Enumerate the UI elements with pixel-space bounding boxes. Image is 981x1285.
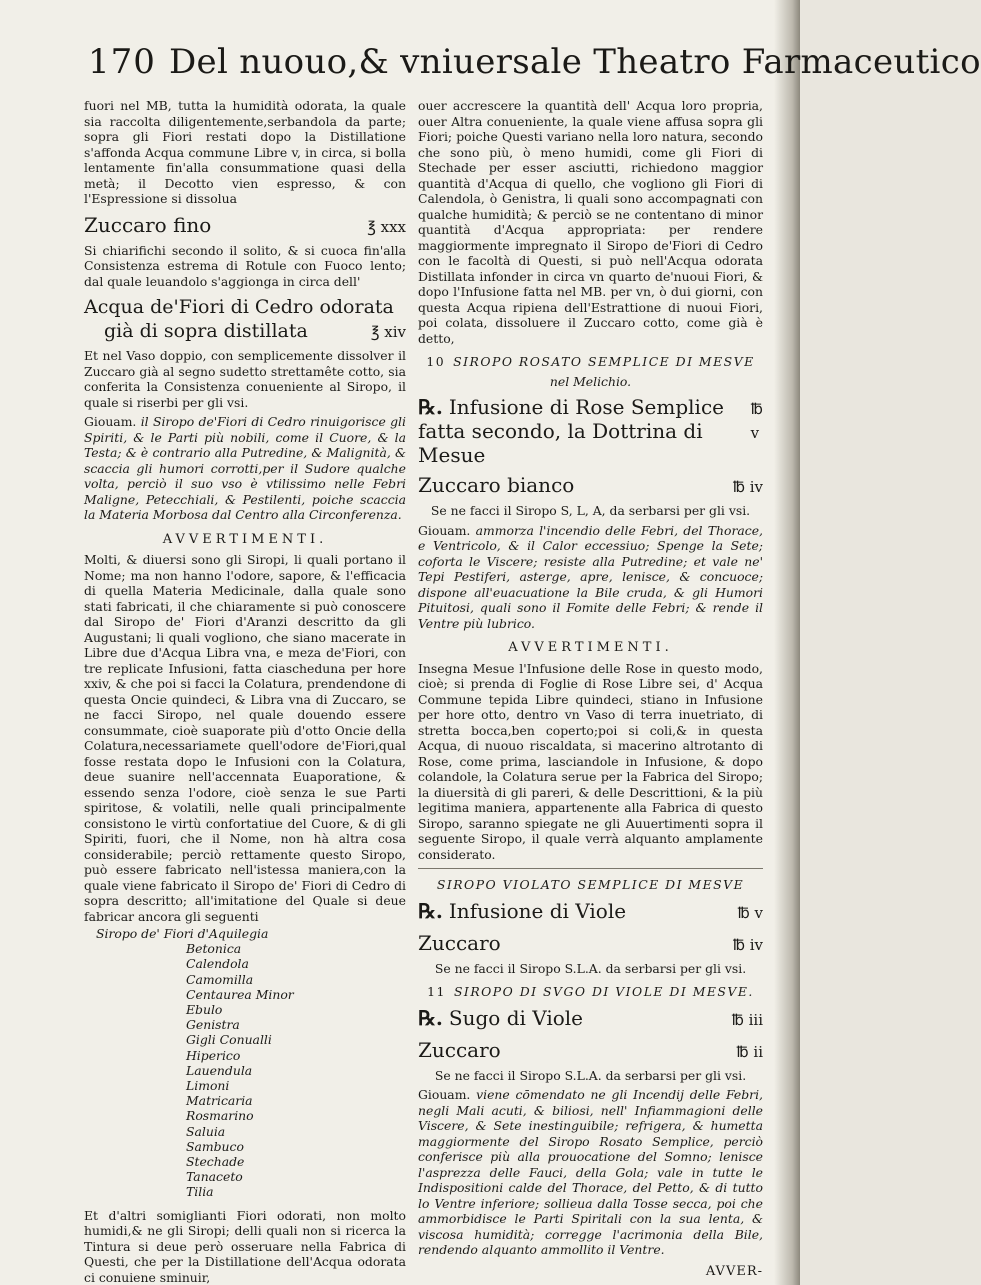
list-item: Stechade bbox=[186, 1154, 245, 1170]
ingredient-name: già di sopra distillata bbox=[104, 320, 308, 342]
page-header bbox=[88, 42, 981, 94]
ingredient-amount: ℔ v bbox=[737, 903, 763, 922]
giouam-label: Giouam. bbox=[84, 414, 137, 429]
list-item: Limoni bbox=[186, 1078, 230, 1094]
list-item: Saluia bbox=[186, 1123, 226, 1139]
ingredient-name: Infusione di Viole bbox=[448, 898, 627, 923]
list-item: Lauendula bbox=[186, 1062, 253, 1078]
ingredient-amount: ℔ iv bbox=[732, 935, 763, 954]
list-item: Betonica bbox=[186, 941, 242, 957]
ingredient-line bbox=[418, 395, 763, 467]
ingredient-line bbox=[418, 899, 763, 925]
paragraph: Si chiarifichi secondo il solito, & si cuoca fin'alla Consistenza estrema di Rotule con Fuoco lento; dal quale leuandolo s'aggionga in circa dell' bbox=[84, 242, 406, 289]
ingredient-name: Sugo di Viole bbox=[448, 1005, 584, 1030]
ingredient-name: Zuccaro bbox=[418, 1037, 501, 1062]
list-item: Genistra bbox=[186, 1017, 240, 1033]
list-item: Rosmarino bbox=[186, 1108, 254, 1124]
recipe-title bbox=[418, 354, 763, 370]
recipe-title-text: SIROPO DI SVGO DI VIOLE DI MESVE. bbox=[453, 984, 754, 999]
list-item: Camomilla bbox=[186, 971, 254, 987]
paragraph: Et nel Vaso doppio, con semplicemente dissolver il Zuccaro già al segno sudetto strettamête cotto, sia conferita la Consistenza conueniente al Siropo, il quale si riserbi per gli vsi. bbox=[84, 348, 406, 410]
page-edge-shadow bbox=[774, 0, 800, 1285]
left-column bbox=[84, 98, 406, 1285]
section-heading: AVVERTIMENTI. bbox=[508, 640, 673, 655]
ingredient-line bbox=[418, 1038, 763, 1064]
list-item: Centaurea Minor bbox=[186, 986, 294, 1002]
ingredient-amount: ℥ xiv bbox=[370, 323, 406, 341]
ingredient-line bbox=[418, 473, 763, 499]
recipe-title bbox=[418, 984, 763, 1000]
recipe-subtitle: nel Melichio. bbox=[549, 373, 632, 389]
ingredient-line bbox=[418, 931, 763, 957]
page-number: 170 bbox=[88, 42, 156, 82]
list-item: Tanaceto bbox=[186, 1169, 243, 1185]
recipe-symbol: ℞. bbox=[418, 898, 443, 923]
recipe-number: 10 bbox=[426, 354, 446, 369]
preparation-note: Se ne facci il Siropo S, L, A, da serbarsi per gli vsi. bbox=[430, 503, 751, 518]
ingredient-amount: ℔ ii bbox=[736, 1042, 763, 1061]
preparation-note: Se ne facci il Siropo S.L.A. da serbarsi per gli vsi. bbox=[434, 1067, 747, 1083]
ingredient-amount: ℔ iii bbox=[731, 1010, 763, 1029]
ingredient-amount: ℔ v bbox=[750, 400, 763, 442]
ingredient-line bbox=[84, 295, 406, 319]
ingredient-name: Infusione di Rose Semplice fatta secondo, la Dottrina di Mesue bbox=[418, 395, 724, 467]
ingredient-name: Zuccaro bianco bbox=[418, 473, 575, 497]
list-item: Siropo de' Fiori d'Aquilegia bbox=[96, 926, 269, 941]
syrup-list bbox=[96, 926, 406, 1200]
ingredient-amount: ℥ xxx bbox=[367, 217, 406, 236]
ingredient-name: Acqua de'Fiori di Cedro odorata bbox=[84, 296, 394, 318]
list-item: Tilia bbox=[186, 1184, 214, 1200]
running-title: Del nuouo,& vniuersale Theatro Farmaceutico bbox=[169, 42, 981, 82]
list-item: Calendola bbox=[186, 956, 249, 972]
paragraph: Insegna Mesue l'Infusione delle Rose in questo modo, cioè; si prenda di Foglie di Rose Libre sei, d' Acqua Commune tepida Libre quindeci, stiano in Infusione per hore otto, dentro vn Vaso di terra inuetriato, di stretta bocca,ben coperto;poi si coli,& in questa Acqua, di nuouo riscaldata, si macerino altrotanto di Rose, come prima, lasciandole in Infusione, & dopo colandole, la Colatura serue per la Fabrica del Siropo; la diuersità di gli pareri, & delle Descrittioni, & la più legitima maniera, appartenente alla Fabrica di questo Siropo, saranno spiegate ne gli Auuertimenti sopra il seguente Siropo, il quale verrà alquanto amplamente considerato. bbox=[418, 660, 763, 862]
recipe-number: 11 bbox=[427, 984, 446, 999]
giouam-paragraph bbox=[418, 1087, 763, 1258]
giouam-text: viene cōmendato ne gli Incendij delle Febri, negli Mali acuti, & biliosi, nell' Infiammagioni delle Viscere, & Sete inestinguibile; refrigera, & humetta maggiormente del Siropo Rosato Semplice, perciò conferisce più alla prouocatione del Somno; lenisce l'asprezza delle Fauci, della Gola; vale in tutte le Indispositioni calde del Thorace, del Petto, & di tutto lo Ventre inferiore; sollieua dalla Tosse secca, poi che ammorbidisce le Parti Spiritali con la sua lenta, & viscosa humidità; corregge l'acrimonia della Bile, rendendo alquanto ammollito il Ventre. bbox=[418, 1087, 763, 1257]
ingredient-name: Zuccaro fino bbox=[84, 212, 212, 237]
list-item: Matricaria bbox=[186, 1093, 253, 1109]
giouam-text: il Siropo de'Fiori di Cedro rinuigorisce gli Spiriti, & le Parti più nobili, come il Cuore, & la Testa; & è contrario alla Putredine, & Malignità, & scaccia gli humori corrotti,per il Sudore qualche volta, perciò il suo vso è vtilissimo nelle Febri Maligne, Petecchiali, & Pestilenti, poiche scaccia la Materia Morbosa dal Centro alla Circonferenza. bbox=[84, 414, 406, 522]
giouam-paragraph bbox=[84, 414, 406, 523]
ingredient-line bbox=[84, 213, 406, 239]
list-item: Hiperico bbox=[186, 1047, 241, 1063]
divider bbox=[418, 868, 763, 869]
preparation-note: Se ne facci il Siropo S.L.A. da serbarsi per gli vsi. bbox=[434, 960, 747, 976]
list-item: Gigli Conualli bbox=[186, 1032, 272, 1048]
recipe-title-text: SIROPO ROSATO SEMPLICE DI MESVE bbox=[453, 354, 755, 369]
recipe-symbol: ℞. bbox=[418, 1005, 443, 1030]
giouam-label: Giouam. bbox=[418, 1087, 471, 1102]
giouam-text: ammorza l'incendio delle Febri, del Thorace, e Ventricolo, & il Calor eccessiuo; Spenge la Sete; coforta le Viscere; resiste alla Putredine; et vale ne' Tepi Pestiferi, asterge, apre, lenisce, & concuoce; dispone all'euacuatione la Bile cruda, & gli Humori Pituitosi, quali sono il Fomite delle Febri; & rende il Ventre più lubrico. bbox=[418, 522, 763, 631]
paragraph: Et d'altri somiglianti Fiori odorati, non molto humidi,& ne gli Siropi; delli quali non si ricerca la Tintura si deue però osseruare nella Fabrica di Questi, che per la Distillatione dell'Acqua odorata ci conuiene sminuir, bbox=[84, 1207, 406, 1285]
recipe-title: SIROPO VIOLATO SEMPLICE DI MESVE bbox=[436, 877, 745, 892]
ingredient-name: Zuccaro bbox=[418, 930, 501, 955]
catchword: AVVER- bbox=[705, 1263, 763, 1279]
giouam-label: Giouam. bbox=[418, 522, 471, 538]
list-item: Ebulo bbox=[186, 1002, 223, 1018]
ingredient-amount: ℔ iv bbox=[732, 478, 763, 496]
paragraph: fuori nel MB, tutta la humidità odorata, la quale sia raccolta diligentemente,serbandola da parte; sopra gli Fiori restati dopo la Distillatione s'affonda Acqua commune Libre v, in circa, si bolla lentamente fin'alla consummatione quasi della metà; il Decotto vien espresso, & con l'Espressione si dissolua bbox=[84, 98, 406, 206]
right-column bbox=[418, 98, 763, 1279]
recipe-symbol: ℞. bbox=[418, 395, 443, 419]
paragraph: ouer accrescere la quantità dell' Acqua loro propria, ouer Altra conueniente, la quale viene affusa sopra gli Fiori; poiche Questi variano nella loro natura, secondo che sono più, ò meno humidi, come gli Fiori di Stechade per esser asciutti, richiedono maggior quantità d'Acqua di quello, che vogliono gli Fiori di Calendola, ò Genistra, li quali sono accompagnati con qualche humidità; & perciò se ne contentano di minor quantità d'Acqua appropriata: per rendere maggiormente impregnato il Siropo de'Fiori di Cedro con le facoltà di Questi, si può nell'Acqua odorata Distillata infonder in circa vn quarto de'nuoui Fiori, & dopo l'Infusione fatta nel MB. per vn, ò dui giorni, con questa Acqua ripiena dell'Estrattione di nuoui Fiori, poi colata, dissoluere il Zuccaro cotto, come già è detto, bbox=[418, 98, 763, 346]
list-item: Sambuco bbox=[186, 1138, 244, 1154]
ingredient-line bbox=[418, 1006, 763, 1032]
giouam-paragraph bbox=[418, 523, 763, 632]
section-heading: AVVERTIMENTI. bbox=[162, 531, 328, 547]
paragraph: Molti, & diuersi sono gli Siropi, li quali portano il Nome; ma non hanno l'odore, sapore, & l'efficacia di quella Materia Medicinale, dalla quale sono stati fabricati, il che chiaramente si può conoscere dal Siropo de' Fiori d'Aranzi descritto da gli Augustani; li quali vogliono, che siano macerate in Libre due d'Acqua Libra vna, e meza de'Fiori, con tre replicate Infusioni, fatta ciascheduna per hore xxiv, & che poi si facci la Colatura, prendendone di questa Oncie quindeci, & Libra vna di Zuccaro, se ne facci Siropo, nel quale douendo essere consummate, cioè suaporate più d'otto Oncie della Colatura,necessariamete quell'odore de'Fiori,qual fosse restata dopo le Infusioni con la Colatura, deue suanire nell'accennata Euaporatione, & essendo senza l'odore, cioè senza le sue Parti spiritose, & volatili, nelle quali principalmente consistono le virtù confortatiue del Cuore, & di gli Spiriti, fuori, che il Nome, non hà altra cosa considerabile; perciò rettamente questo Siropo, può essere fabricato nell'istessa maniera,con la quale viene fabricato il Siropo de' Fiori di Cedro di sopra descritto; all'imitatione del Quale si deue fabricar ancora gli seguenti bbox=[84, 552, 406, 924]
ingredient-line bbox=[84, 319, 406, 344]
